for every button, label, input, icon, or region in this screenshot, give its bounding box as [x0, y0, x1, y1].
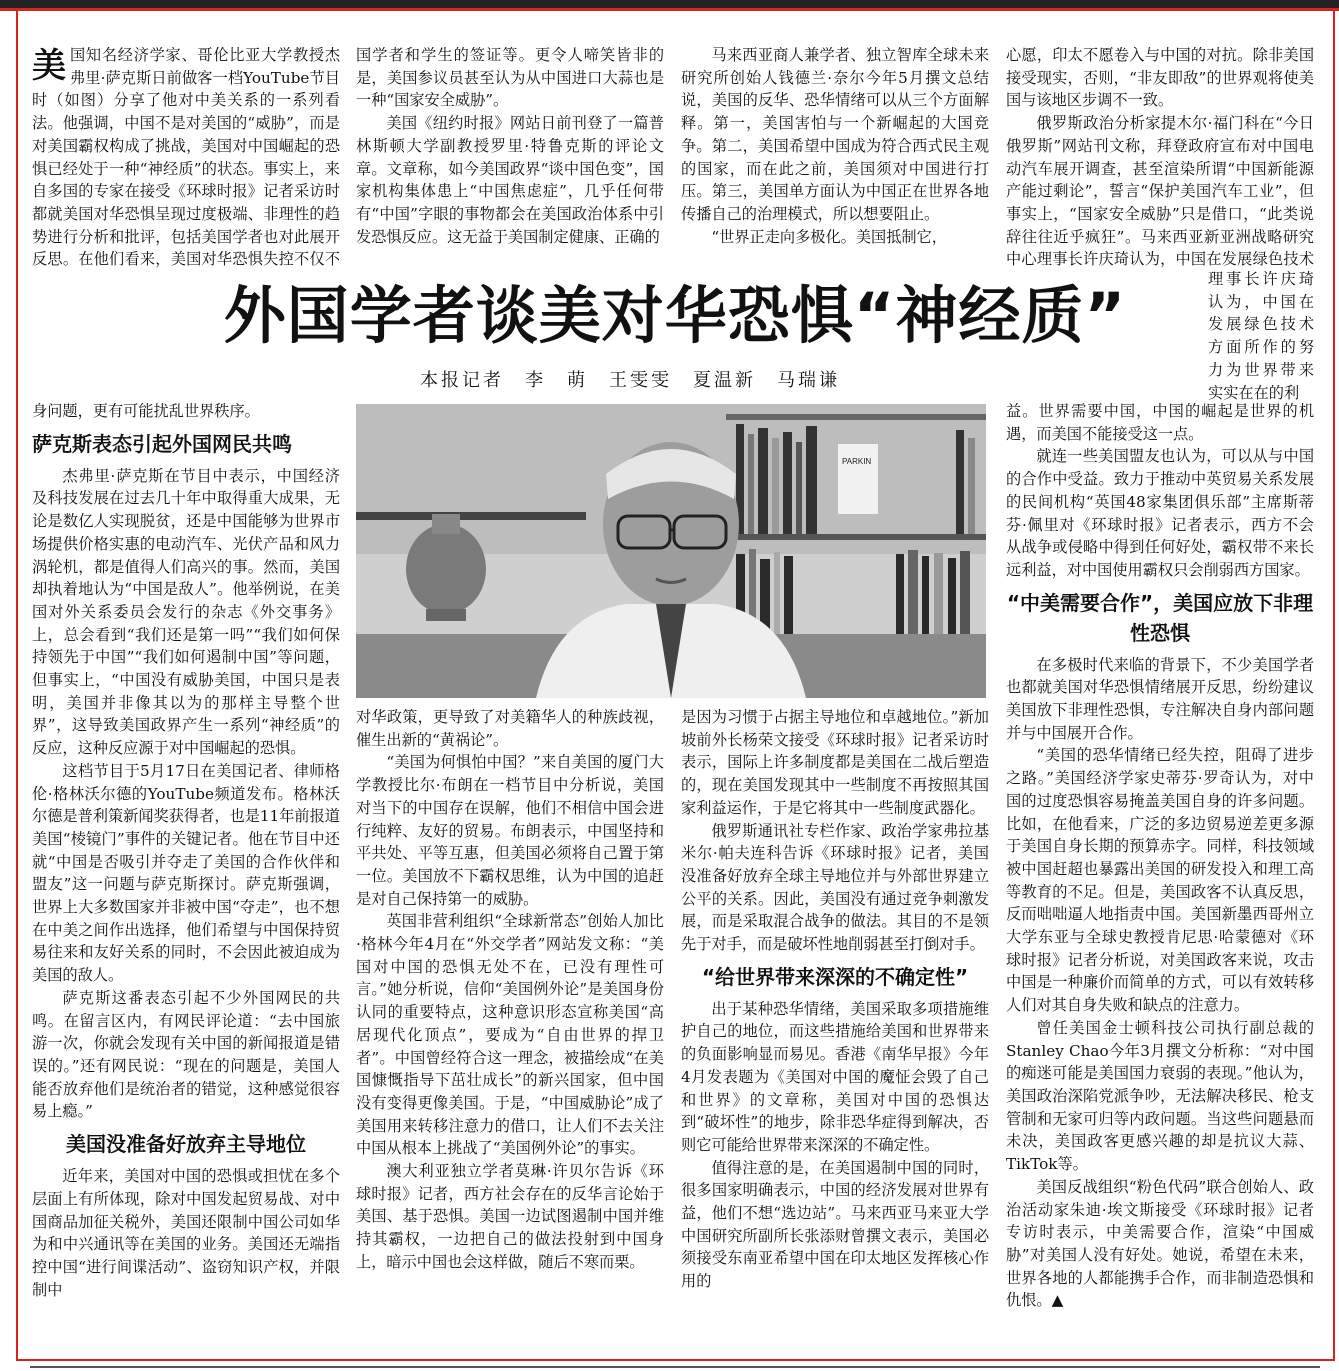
paragraph: 出于某种恐华情绪，美国采取多项措施维护自己的地位，而这些措施给美国和世界带来的负面影响显而易见。香港《南华早报》今年4月发表题为《美国对中国的魔怔会毁了自己和世界》的文章称，美国对中国的恐惧达到“破坏性”的地步，除非恐华症得到解决，否则它可能给世界带来深深的不确定性。: [681, 999, 989, 1154]
paragraph: 这档节目于5月17日在美国记者、律师格伦·格林沃尔德的YouTube频道发布。格林沃尔德是普利策新闻奖获得者，也是11年前报道美国“棱镜门”事件的关键记者。他在节目中还就“中国是否吸引并夺走了美国的合作伙伴和盟友”这一问题与萨克斯探讨。萨克斯强调，世界上大多数国家并非被中国“夺走”，也不想在中美之间作出选择，他们希望与中国保持贸易往来和友好关系的同时，不会因此被迫成为美国的敌人。: [32, 761, 340, 985]
paragraph: 国学者和学生的签证等。更令人啼笑皆非的是，美国参议员甚至认为从中国进口大蒜也是一种“国家安全威胁”。: [356, 46, 664, 110]
paragraph: 俄罗斯通讯社专栏作家、政治学家弗拉基米尔·帕夫连科告诉《环球时报》记者，美国没准备好放弃全球主导地位并与外部世界建立公平的关系。因此，美国没有通过竞争刺激发展，而是采取混合战争的做法。其目的不是领先于对手，而是破坏性地削弱甚至打倒对手。: [681, 821, 989, 954]
paragraph: 心愿，印太不愿卷入与中国的对抗。除非美国接受现实，否则，“非友即敌”的世界观将使美国与该地区步调不一致。: [1006, 46, 1314, 110]
subheading: “给世界带来深深的不确定性”: [701, 964, 969, 989]
subheading: “中美需要合作”，美国应放下非理性恐惧: [1006, 590, 1314, 645]
paragraph: 萨克斯这番表态引起不少外国网民的共鸣。在留言区内，有网民评论道：“去中国旅游一次，你就会发现有关中国的新闻报道是错误的。”还有网民说：“现在的问题是，美国人能否放弃他们是统治者的错觉，这种感觉很容易上瘾。”: [32, 988, 340, 1121]
paragraph: “世界正走向多极化。美国抵制它，: [711, 227, 947, 246]
interview-photo: [356, 404, 986, 698]
subheading: 美国没准备好放弃主导地位: [66, 1132, 306, 1157]
paragraph: 是因为习惯于占据主导地位和卓越地位。”新加坡前外长杨荣文接受《环球时报》记者采访时表示，国际上许多制度都是美国在二战后塑造的，现在美国发现其中一些制度不再按照其国家利益运作，于是它将其中一些制度武器化。: [681, 708, 989, 817]
paragraph: 曾任美国金士顿科技公司执行副总裁的Stanley Chao今年3月撰文分析称：“对中国的痴迷可能是美国国力衰弱的表现。”他认为，美国政治深陷党派争吵，无法解决移民、枪支管制和无家可归等内政问题。当这些问题悬而未决，美国政客更感兴趣的却是抗议大蒜、TikTok等。: [1006, 1018, 1314, 1174]
column-1-top: [32, 44, 340, 268]
drop-cap: 美: [32, 46, 66, 86]
column-4-bottom: 益。世界需要中国，中国的崛起是世界的机遇，而美国不能接受这一点。 就连一些美国盟友也认为，可以从与中国的合作中受益。致力于推动中英贸易关系发展的民间机构“英国48家集团俱乐部”主席斯蒂芬·佩里对《环球时报》记者表示，西方不会从战争或侵略中得到任何好处，霸权带不来长远利益，对中国使用霸权只会削弱西方国家。 “中美需要合作”，美国应放下非理性恐惧 在多极时代来临的背景下，不少美国学者也都就美国对华恐惧情绪展开反思，纷纷建议美国放下非理性恐惧，专注解决自身内部问题并与中国展开合作。 “美国的恐华情绪已经失控，阻碍了进步之路。”美国经济学家史蒂芬·罗奇认为，对中国的过度恐惧容易掩盖美国自身的许多问题。比如，在他看来，广泛的多边贸易逆差更多源于美国自身长期的预算赤字。同样，科技领域被中国赶超也暴露出美国的研发投入和理工高等教育的不足。但是，美国政客不认真反思，反而咄咄逼人地指责中国。美国新墨西哥州立大学东亚与全球史教授肯尼思·哈蒙德对《环球时报》记者分析说，对美国政客来说，攻击中国是一种廉价而简单的方式，可以有效转移人们对其自身失败和缺点的注意力。 曾任美国金士顿科技公司执行副总裁的Stanley Chao今年3月撰文分析称：“对中国的痴迷可能是美国国力衰弱的表现。”他认为，美国政治深陷党派争吵，无法解决移民、枪支管制和无家可归等内政问题。当这些问题悬而未决，美国政客更感兴趣的却是抗议大蒜、TikTok等。 美国反战组织“粉色代码”联合创始人、政治活动家朱迪·埃文斯接受《环球时报》记者专访时表示，中美需要合作，渲染“中国威胁”对美国人没有好处。她说，希望在未来，世界各地的人都能携手合作，而非制造恐惧和仇恨。▲: [1006, 400, 1314, 1350]
column-1-bottom: [32, 400, 340, 1350]
column-2-top: [356, 44, 664, 268]
paragraph: 对华政策，更导致了对美籍华人的种族歧视，催生出新的“黄祸论”。: [356, 708, 664, 749]
bottom-rule: [30, 1366, 1320, 1368]
column-4-narrow: 理事长许庆琦认为，中国在发展绿色技术方面所作的努力为世界带来实实在在的利: [1208, 270, 1314, 402]
paragraph: “美国为何惧怕中国？”来自美国的厦门大学教授比尔·布朗在一档节目中分析说，美国对当下的中国存在误解，他们不相信中国会进行纯粹、友好的贸易。布朗表示，中国坚持和平共处、平等互惠，但美国必须将自己置于第一位。美国放不下霸权思维，认为中国的追赶是对自己保持第一的威胁。: [356, 753, 664, 908]
paragraph: 俄罗斯政治分析家提木尔·福门科在“今日俄罗斯”网站刊文称，拜登政府宣布对中国电动汽车展开调查，甚至渲染所谓“中国新能源产能过剩论”，誓言“保护美国汽车工业”，但事实上，“国家安全威胁”只是借口，“此类说辞往往近乎疯狂”。马来西亚新亚洲战略研究中心理事长许庆琦认为，中国在发展绿色技术: [1006, 114, 1314, 268]
paragraph: 杰弗里·萨克斯在节目中表示，中国经济及科技发展在过去几十年中取得重大成果，无论是数亿人实现脱贫，还是中国能够为世界市场提供价格实惠的电动汽车、光伏产品和风力涡轮机，都是值得人们高兴的事。然而，美国却执着地认为“中国是敌人”。他举例说，在美国对外关系委员会发行的杂志《外交事务》上，总会看到“我们还是第一吗”“我们如何保持领先于中国”“我们如何遏制中国”等问题，但事实上，“中国没有威胁美国，中国只是表明，美国并非像其以为的那样主导整个世界”，这导致美国政界产生一系列“神经质”的反应，这种反应源于对中国崛起的恐惧。: [32, 466, 340, 758]
paragraph: 美国反战组织“粉色代码”联合创始人、政治活动家朱迪·埃文斯接受《环球时报》记者专访时表示，中美需要合作，渲染“中国威胁”对美国人没有好处。她说，希望在未来，世界各地的人都能携手合作，而非制造恐惧和仇恨。▲: [1006, 1177, 1314, 1310]
paragraph: 澳大利亚独立学者莫琳·许贝尔告诉《环球时报》记者，西方社会存在的反华言论始于美国、基于恐惧。美国一边试图遏制中国并维持其霸权，一边把自己的做法投射到中国身上，暗示中国也会这样做，随后不寒而栗。: [356, 1162, 664, 1271]
column-1-narrow: [32, 268, 138, 404]
paragraph: 国知名经济学家、哥伦比亚大学教授杰弗里·萨克斯日前做客一档YouTube节目时（如图）分享了他对中美关系的一系列看法。他强调，中国不是对美国的“威胁”，而是对美国霸权构成了挑战，美国对中国崛起的恐惧已经处于一种“神经质”的状态。事实上，来自多国的专家在接受《环球时报》记者采访时都就美国对华恐惧呈现过度极端、非理性的趋势进行分析和批评，包括美国学者也对此展开反思。在他们看来，美国对华恐惧失控不仅不: [32, 46, 340, 268]
photo-illustration: [356, 404, 986, 698]
column-4-top: [1006, 44, 1314, 268]
paragraph: “美国的恐华情绪已经失控，阻碍了进步之路。”美国经济学家史蒂芬·罗奇认为，对中国的过度恐惧容易掩盖美国自身的许多问题。比如，在他看来，广泛的多边贸易逆差更多源于美国自身长期的预算赤字。同样，科技领域被中国赶超也暴露出美国的研发投入和理工高等教育的不足。但是，美国政客不认真反思，反而咄咄逼人地指责中国。美国新墨西哥州立大学东亚与全球史教授肯尼思·哈蒙德对《环球时报》记者分析说，对美国政客来说，攻击中国是一种廉价而简单的方式，可以有效转移人们对其自身失败和缺点的注意力。: [1006, 746, 1314, 1015]
paragraph: 值得注意的是，在美国遏制中国的同时，很多国家明确表示，中国的经济发展对世界有益，他们不想“选边站”。马来西亚马来亚大学中国研究所副所长张添财曾撰文表示，美国必须接受东南亚希望中国在印太地区发挥核心作用的: [681, 1158, 989, 1291]
paragraph: 在多极时代来临的背景下，不少美国学者也都就美国对华恐惧情绪展开反思，纷纷建议美国放下非理性恐惧，专注解决自身内部问题并与中国展开合作。: [1006, 655, 1314, 742]
paragraph-tail: 身问题，更有可能扰乱世界秩序。: [32, 402, 260, 420]
book-cover-label: PARKIN: [842, 457, 872, 466]
paragraph: 就连一些美国盟友也认为，可以从与中国的合作中受益。致力于推动中英贸易关系发展的民间机构“英国48家集团俱乐部”主席斯蒂芬·佩里对《环球时报》记者表示，西方不会从战争或侵略中得到任何好处，霸权带不来长远利益，对中国使用霸权只会削弱西方国家。: [1006, 447, 1314, 579]
column-3-bottom: [681, 706, 989, 1350]
paragraph: 美国《纽约时报》网站日前刊登了一篇普林斯顿大学副教授罗里·特鲁克斯的评论文章。文章称，如今美国政界“谈中国色变”，国家机构集体患上“中国焦虑症”，几乎任何带有“中国”字眼的事物都会在美国政治体系中引发恐惧反应。这无益于美国制定健康、正确的: [356, 114, 664, 246]
column-2-bottom: [356, 706, 664, 1350]
byline: 本报记者 李 萌 王雯雯 夏温新 马瑞谦: [420, 370, 840, 391]
subheading: 萨克斯表态引起外国网民共鸣: [32, 431, 292, 456]
paragraph: 马来西亚商人兼学者、独立智库全球未来研究所创始人钱德兰·奈尔今年5月撰文总结说，美国的反华、恐华情绪可以从三个方面解释。第一，美国害怕与一个新崛起的大国竞争。第二，美国希望中国成为符合西式民主观的国家，而在此之前，美国须对中国进行打压。第三，美国单方面认为中国正在世界各地传播自己的治理模式，所以想要阻止。: [681, 46, 989, 223]
top-masthead-strip: [0, 0, 1339, 8]
paragraph: 近年来，美国对中国的恐惧或担忧在多个层面上有所体现，除对中国发起贸易战、对中国商品加征关税外，美国还限制中国公司如华为和中兴通讯等在美国的业务。美国还无端指控中国“进行间谍活动”、盗窃知识产权，并限制中: [32, 1167, 340, 1299]
column-3-top: [681, 44, 989, 268]
headline: 外国学者谈美对华恐惧“神经质”: [223, 279, 1127, 352]
paragraph: 英国非营利组织“全球新常态”创始人加比·格林今年4月在“外交学者”网站发文称：“美国对中国的恐惧无处不在，已没有理性可言。”她分析说，信仰“美国例外论”是美国身份认同的重要特点，这种意识形态宣称美国“高居现代化顶点”，要成为“自由世界的捍卫者”。中国曾经符合这一理念，被描绘成“在美国慷慨指导下茁壮成长”的新兴国家，但中国没有变得更像美国。于是，“中国威胁论”成了美国用来转移注意力的借口，让人们不去关注中国从根本上挑战了“美国例外论”的事实。: [356, 912, 664, 1158]
